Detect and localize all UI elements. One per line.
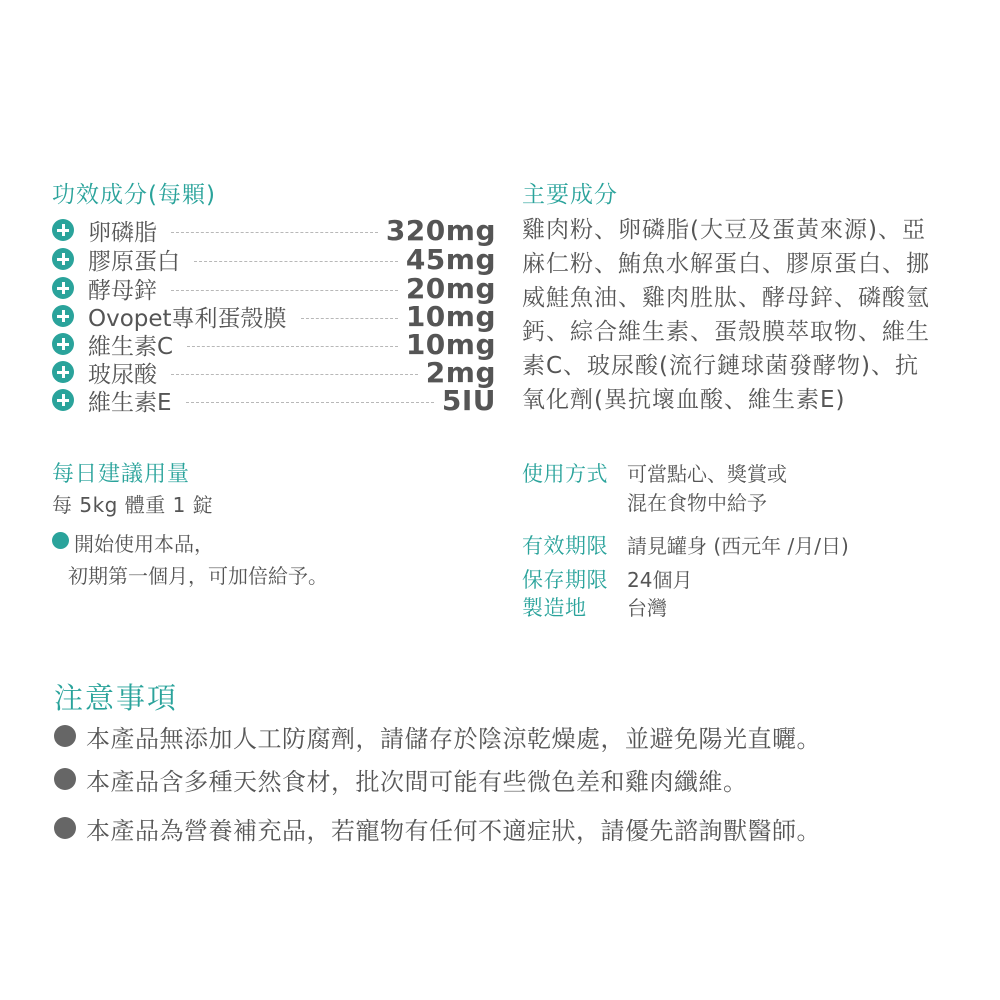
bullet-dot-icon xyxy=(54,725,76,747)
origin-value: 台灣 xyxy=(627,596,667,620)
bullet-dot-icon xyxy=(52,532,69,549)
ingredient-name: 玻尿酸 xyxy=(88,361,157,388)
ingredient-name: 維生素E xyxy=(88,389,172,416)
dosage-title: 每日建議用量 xyxy=(52,462,191,487)
main-ingredients-line: 鈣、綜合維生素、蛋殼膜萃取物、維生 xyxy=(522,319,930,345)
dotted-leader xyxy=(301,318,398,319)
usage-line1: 可當點心、獎賞或 xyxy=(627,462,787,486)
dotted-leader xyxy=(171,232,378,233)
ingredient-name: 卵磷脂 xyxy=(88,219,157,246)
expiry-label: 有效期限 xyxy=(522,534,608,558)
ingredient-amount: 10mg xyxy=(405,327,496,361)
shelf-life-label: 保存期限 xyxy=(522,568,608,592)
ingredient-row xyxy=(52,243,496,275)
ingredient-name: 酵母鋅 xyxy=(88,277,157,304)
ingredient-amount: 20mg xyxy=(405,271,496,305)
ingredient-amount: 5IU xyxy=(441,383,496,417)
dotted-leader xyxy=(187,346,398,347)
shelf-life-value: 24個月 xyxy=(627,568,693,592)
ingredient-row xyxy=(52,384,496,416)
ingredient-amount: 320mg xyxy=(385,213,496,247)
ingredient-amount: 45mg xyxy=(405,242,496,276)
ingredient-row xyxy=(52,214,496,246)
plus-circle-icon xyxy=(52,219,74,241)
dotted-leader xyxy=(171,374,418,375)
plus-circle-icon xyxy=(52,248,74,270)
main-ingredients-line: 雞肉粉、卵磷脂(大豆及蛋黃來源)、亞 xyxy=(522,217,926,243)
ingredient-name: 膠原蛋白 xyxy=(88,248,180,275)
origin-label: 製造地 xyxy=(522,596,587,620)
ingredient-name: Ovopet專利蛋殼膜 xyxy=(88,305,287,332)
precaution-item: 本產品含多種天然食材，批次間可能有些微色差和雞肉纖維。 xyxy=(86,768,748,796)
main-ingredients-line: 威鮭魚油、雞肉胜肽、酵母鋅、磷酸氫 xyxy=(522,285,930,311)
dotted-leader xyxy=(194,261,398,262)
plus-circle-icon xyxy=(52,333,74,355)
dosage-note-line1: 開始使用本品， xyxy=(74,532,214,556)
plus-circle-icon xyxy=(52,389,74,411)
ingredient-amount: 10mg xyxy=(405,299,496,333)
dotted-leader xyxy=(171,290,398,291)
precaution-item: 本產品為營養補充品，若寵物有任何不適症狀，請優先諮詢獸醫師。 xyxy=(86,817,821,845)
bullet-dot-icon xyxy=(54,768,76,790)
plus-circle-icon xyxy=(52,305,74,327)
plus-circle-icon xyxy=(52,361,74,383)
main-ingredients-line: 素C、玻尿酸(流行鏈球菌發酵物)、抗 xyxy=(522,353,920,379)
bullet-dot-icon xyxy=(54,817,76,839)
precautions-title: 注意事項 xyxy=(54,681,179,715)
ingredient-amount: 2mg xyxy=(425,355,496,389)
main-ingredients-line: 氧化劑(異抗壞血酸、維生素E) xyxy=(522,387,846,413)
main-ingredients-line: 麻仁粉、鮪魚水解蛋白、膠原蛋白、挪 xyxy=(522,251,930,277)
dotted-leader xyxy=(186,402,434,403)
ingredient-name: 維生素C xyxy=(88,333,174,360)
main-ingredients-text xyxy=(522,213,982,417)
usage-line2: 混在食物中給予 xyxy=(627,491,767,515)
usage-label: 使用方式 xyxy=(522,462,608,486)
expiry-value: 請見罐身 (西元年 /月/日) xyxy=(627,534,849,558)
dosage-text: 每 5kg 體重 1 錠 xyxy=(52,493,214,517)
plus-circle-icon xyxy=(52,277,74,299)
precaution-item: 本產品無添加人工防腐劑，請儲存於陰涼乾燥處，並避免陽光直曬。 xyxy=(86,725,821,753)
ingredients-title: 功效成分(每顆) xyxy=(52,182,216,208)
main-ingredients-title: 主要成分 xyxy=(522,182,618,208)
dosage-note-line2: 初期第一個月，可加倍給予。 xyxy=(68,564,328,588)
